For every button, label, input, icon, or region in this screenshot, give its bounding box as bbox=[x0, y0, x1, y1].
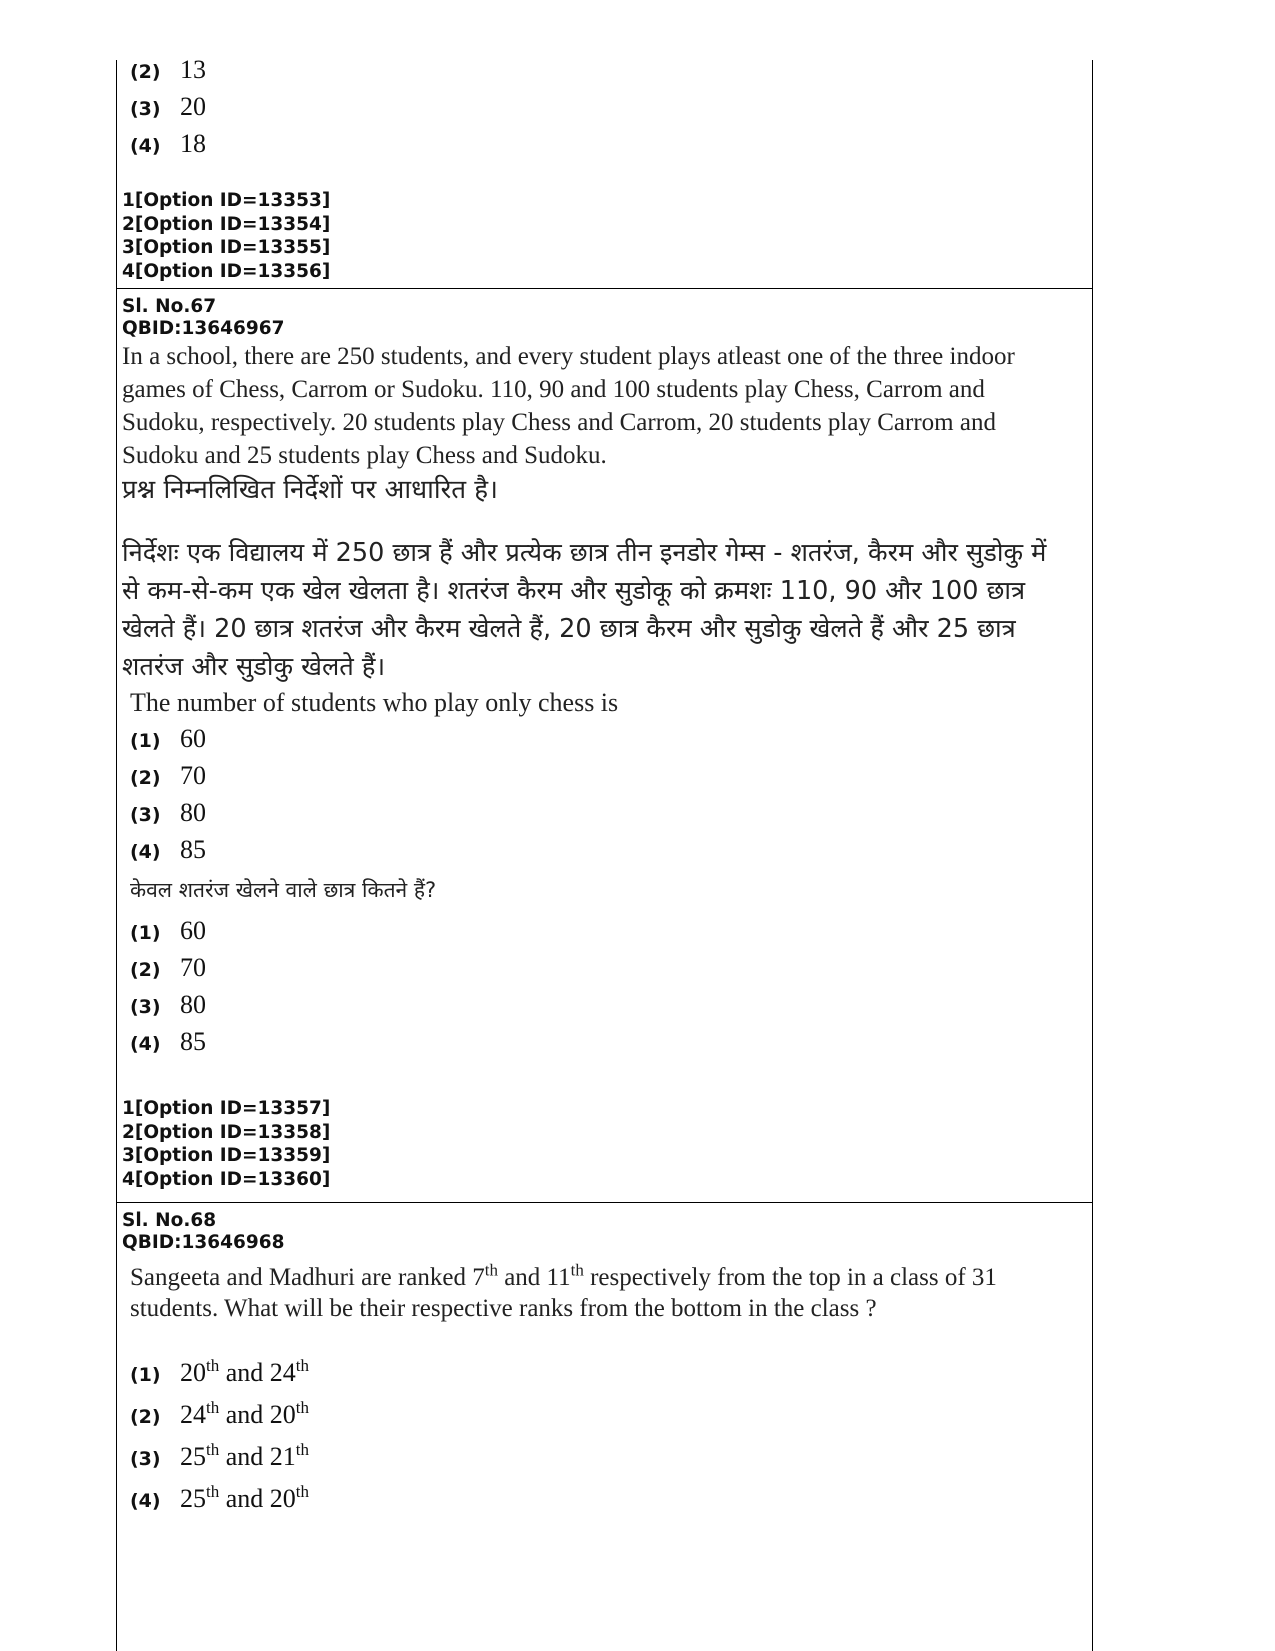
question-text bbox=[130, 1262, 1030, 1324]
option-item bbox=[130, 1358, 309, 1388]
superscript: th bbox=[570, 1260, 584, 1280]
superscript: th bbox=[295, 1356, 310, 1375]
superscript: th bbox=[206, 1356, 220, 1375]
option-value bbox=[180, 1484, 309, 1513]
question-text-part: and 11 bbox=[497, 1264, 571, 1291]
option-number: (4) bbox=[130, 1490, 161, 1512]
rank-value: and 20 bbox=[219, 1484, 296, 1513]
passage-english: In a school, there are 250 students, and every student plays atleast one of the three indoor games of Chess, Carrom or Sudoku. 110, 90 and 100 students play Chess, Carrom and Sudoku, respectively. 20 students play Chess and Carrom, 20 students play Carrom and Sudoku and 25 students play Chess and Sudoku. bbox=[122, 343, 1015, 469]
option-item bbox=[130, 129, 206, 159]
rank-value: and 20 bbox=[219, 1400, 296, 1429]
rank-value: 20 bbox=[180, 1358, 206, 1387]
question-english: The number of students who play only chess is bbox=[130, 688, 619, 717]
superscript: th bbox=[295, 1440, 310, 1459]
option-id: 4[Option ID=13360] bbox=[122, 1168, 331, 1190]
option-number: (3) bbox=[130, 98, 161, 120]
option-item bbox=[130, 1027, 206, 1057]
option-number: (2) bbox=[130, 767, 161, 789]
option-number: (2) bbox=[130, 1406, 161, 1428]
option-item bbox=[130, 916, 206, 946]
option-value: 80 bbox=[180, 798, 206, 827]
superscript: th bbox=[206, 1398, 220, 1417]
superscript: th bbox=[295, 1398, 310, 1417]
option-item bbox=[130, 953, 206, 983]
option-number: (1) bbox=[130, 922, 161, 944]
option-item bbox=[130, 1442, 309, 1472]
option-id: 3[Option ID=13359] bbox=[122, 1145, 331, 1166]
option-value: 80 bbox=[180, 990, 206, 1019]
option-value: 70 bbox=[180, 953, 206, 982]
superscript: th bbox=[484, 1260, 498, 1280]
rank-value: 25 bbox=[180, 1484, 206, 1513]
option-id: 2[Option ID=13354] bbox=[122, 213, 331, 235]
divider bbox=[116, 288, 1093, 289]
option-id: 1[Option ID=13357] bbox=[122, 1098, 331, 1119]
serial-number: Sl. No.67 bbox=[122, 296, 217, 317]
option-number: (4) bbox=[130, 841, 161, 863]
option-number: (2) bbox=[130, 61, 161, 83]
option-id: 4[Option ID=13356] bbox=[122, 260, 331, 282]
option-id: 2[Option ID=13358] bbox=[122, 1121, 331, 1143]
option-id-list bbox=[122, 1097, 330, 1191]
option-number: (3) bbox=[130, 996, 161, 1018]
option-item bbox=[130, 798, 206, 828]
hindi-directions: निर्देशः एक विद्यालय में 250 छात्र हैं और प्रत्येक छात्र तीन इनडोर गेम्स - शतरंज, कैरम और सुडोकु में से कम-से-कम एक खेल खेलता है। शतरंज कैरम और सुडोकू को क्रमशः 110, 90 और 100 छात्र खेलते हैं। 20 छात्र शतरंज और कैरम खेलते हैं, 20 छात्र कैरम और सुडोकु खेलते हैं और 25 छात्र शतरंज और सुडोकु खेलते हैं। bbox=[122, 538, 1047, 682]
superscript: th bbox=[206, 1440, 220, 1459]
option-number: (4) bbox=[130, 1033, 161, 1055]
rank-value: 25 bbox=[180, 1442, 206, 1471]
question-header bbox=[122, 1210, 284, 1254]
question-header bbox=[122, 296, 284, 340]
option-item bbox=[130, 761, 206, 791]
option-item bbox=[130, 835, 206, 865]
rank-value: and 24 bbox=[219, 1358, 296, 1387]
option-id: 3[Option ID=13355] bbox=[122, 237, 331, 258]
option-item bbox=[130, 55, 206, 85]
option-value: 60 bbox=[180, 916, 206, 945]
option-item bbox=[130, 990, 206, 1020]
qbid: QBID:13646967 bbox=[122, 318, 285, 339]
rank-value: and 21 bbox=[219, 1442, 296, 1471]
option-id: 1[Option ID=13353] bbox=[122, 190, 331, 211]
option-number: (1) bbox=[130, 730, 161, 752]
option-number: (3) bbox=[130, 804, 161, 826]
option-value: 70 bbox=[180, 761, 206, 790]
option-value: 20 bbox=[180, 92, 206, 121]
option-id-list bbox=[122, 189, 330, 283]
option-item bbox=[130, 92, 206, 122]
superscript: th bbox=[206, 1482, 220, 1501]
option-number: (1) bbox=[130, 1364, 161, 1386]
option-item bbox=[130, 1400, 309, 1430]
option-value: 13 bbox=[180, 55, 206, 84]
superscript: th bbox=[295, 1482, 310, 1501]
question-hindi: केवल शतरंज खेलने वाले छात्र कितने हैं? bbox=[130, 878, 437, 902]
option-number: (3) bbox=[130, 1448, 161, 1470]
option-value bbox=[180, 1400, 309, 1429]
option-number: (2) bbox=[130, 959, 161, 981]
option-value: 85 bbox=[180, 835, 206, 864]
serial-number: Sl. No.68 bbox=[122, 1210, 217, 1231]
qbid: QBID:13646968 bbox=[122, 1232, 285, 1253]
option-value: 18 bbox=[180, 129, 206, 158]
option-value bbox=[180, 1442, 309, 1471]
option-number: (4) bbox=[130, 135, 161, 157]
question-text-part: respectively from the top in a class of 31 students. What will be their respective ranks from the bottom in the class ? bbox=[130, 1264, 997, 1322]
rank-value: 24 bbox=[180, 1400, 206, 1429]
hindi-intro: प्रश्न निम्नलिखित निर्देशों पर आधारित है। bbox=[122, 475, 498, 505]
option-value bbox=[180, 1358, 309, 1387]
option-item bbox=[130, 724, 206, 754]
option-value: 85 bbox=[180, 1027, 206, 1056]
question-text-part: Sangeeta and Madhuri are ranked 7 bbox=[130, 1264, 485, 1291]
option-value: 60 bbox=[180, 724, 206, 753]
option-item bbox=[130, 1484, 309, 1514]
divider bbox=[116, 1202, 1093, 1203]
